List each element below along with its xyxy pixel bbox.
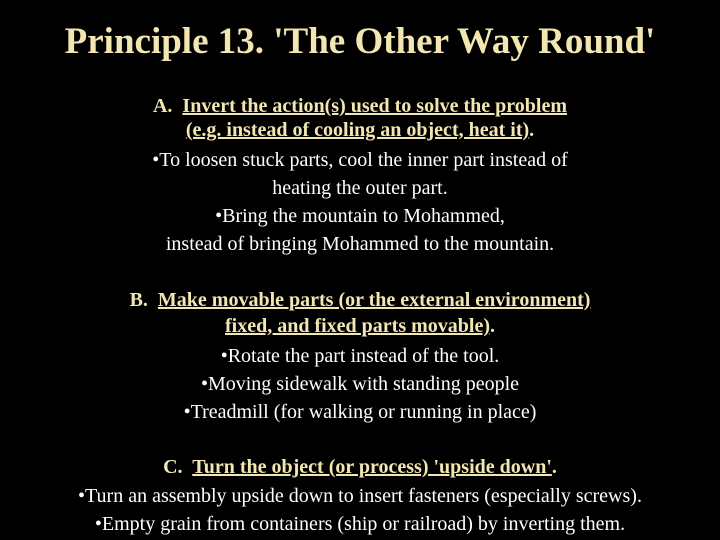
section-c-bullet-1: •Turn an assembly upside down to insert fasteners (especially screws). xyxy=(78,485,642,507)
slide-title: Principle 13. 'The Other Way Round' xyxy=(64,21,656,62)
section-a-letter: A. xyxy=(152,95,173,117)
section-c-letter: C. xyxy=(163,456,183,478)
section-c-heading xyxy=(0,455,720,479)
section-b-heading xyxy=(0,288,720,312)
section-b-letter: B. xyxy=(129,289,148,311)
section-a-bullet-1: •To loosen stuck parts, cool the inner part instead of xyxy=(152,149,568,171)
section-c-heading-end: . xyxy=(551,456,557,478)
section-a-heading xyxy=(0,94,720,118)
section-b-bullet-1: •Rotate the part instead of the tool. xyxy=(220,345,500,367)
section-a-bullet-1-cont: heating the outer part. xyxy=(272,177,448,199)
section-b-heading-end: . xyxy=(490,315,495,337)
section-b-bullet-2: •Moving sidewalk with standing people xyxy=(200,373,520,395)
section-a-heading-line1: Invert the action(s) used to solve the problem xyxy=(182,95,568,117)
section-a-bullet-2-cont: instead of bringing Mohammed to the mountain. xyxy=(165,233,555,255)
section-c-heading-line1: Turn the object (or process) 'upside down' xyxy=(192,456,552,478)
section-b-bullet-3: •Treadmill (for walking or running in place) xyxy=(183,401,537,423)
section-a-heading-end: . xyxy=(529,119,535,141)
section-a-bullet-2: •Bring the mountain to Mohammed, xyxy=(215,205,505,227)
section-b-heading-cont xyxy=(0,314,720,338)
section-a-heading-cont xyxy=(0,118,720,142)
section-b-heading-line2: fixed, and fixed parts movable) xyxy=(225,315,490,337)
section-b-heading-line1: Make movable parts (or the external environment) xyxy=(157,289,591,311)
section-c-bullet-2: •Empty grain from containers (ship or railroad) by inverting them. xyxy=(94,513,626,535)
section-a-heading-line2: (e.g. instead of cooling an object, heat it) xyxy=(185,119,530,141)
